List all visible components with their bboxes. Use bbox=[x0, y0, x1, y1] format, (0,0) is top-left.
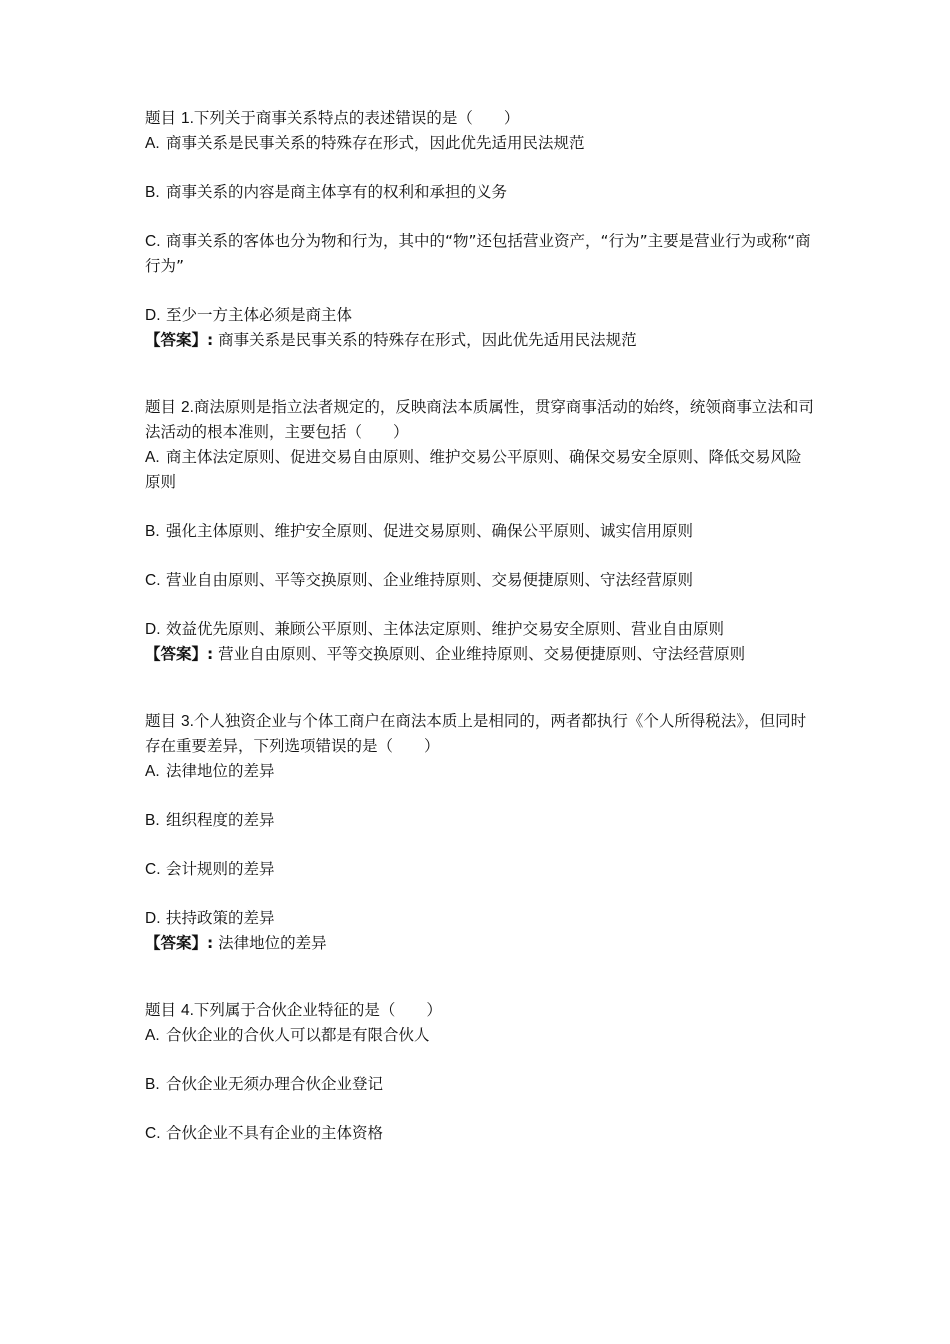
answer-label: 【答案】: bbox=[145, 331, 214, 349]
question-3 bbox=[145, 709, 815, 956]
answer-label: 【答案】: bbox=[145, 934, 214, 952]
question-text: 个人独资企业与个体工商户在商法本质上是相同的，两者都执行《个人所得税法》，但同时存在重要差异，下列选项错误的是（ ） bbox=[145, 712, 807, 755]
option-a bbox=[145, 1023, 815, 1048]
answer-line bbox=[145, 931, 815, 956]
option-b bbox=[145, 519, 815, 544]
question-text: 下列关于商事关系特点的表述错误的是（ ） bbox=[193, 109, 520, 127]
answer-line bbox=[145, 328, 815, 353]
question-number: 4. bbox=[180, 1002, 194, 1019]
answer-text: 商事关系是民事关系的特殊存在形式，因此优先适用民法规范 bbox=[218, 331, 637, 349]
question-number: 1. bbox=[180, 110, 194, 127]
option-text: 法律地位的差异 bbox=[166, 762, 275, 780]
question-number: 3. bbox=[180, 713, 194, 730]
option-a bbox=[145, 759, 815, 784]
document-page bbox=[145, 106, 815, 1188]
question-prefix: 题目 bbox=[145, 398, 177, 416]
option-letter: B. bbox=[145, 1076, 160, 1093]
option-letter: A. bbox=[145, 135, 160, 152]
answer-text: 法律地位的差异 bbox=[218, 934, 327, 952]
question-prefix: 题目 bbox=[145, 109, 177, 127]
question-2 bbox=[145, 395, 815, 667]
answer-label: 【答案】: bbox=[145, 645, 214, 663]
option-c bbox=[145, 229, 815, 279]
question-4 bbox=[145, 998, 815, 1146]
option-c bbox=[145, 568, 815, 593]
option-letter: D. bbox=[145, 910, 161, 927]
option-b bbox=[145, 808, 815, 833]
option-d bbox=[145, 617, 815, 642]
option-letter: A. bbox=[145, 449, 160, 466]
option-d bbox=[145, 906, 815, 931]
option-letter: D. bbox=[145, 307, 161, 324]
option-letter: D. bbox=[145, 621, 161, 638]
question-prefix: 题目 bbox=[145, 712, 177, 730]
question-number: 2. bbox=[180, 399, 194, 416]
question-text: 商法原则是指立法者规定的，反映商法本质属性，贯穿商事活动的始终，统领商事立法和司法活动的根本准则，主要包括（ ） bbox=[145, 398, 814, 441]
question-stem bbox=[145, 395, 815, 445]
option-letter: B. bbox=[145, 184, 160, 201]
question-stem bbox=[145, 998, 815, 1023]
option-b bbox=[145, 1072, 815, 1097]
option-text: 商主体法定原则、促进交易自由原则、维护交易公平原则、确保交易安全原则、降低交易风险原则 bbox=[145, 448, 802, 491]
option-a bbox=[145, 445, 815, 495]
question-stem bbox=[145, 709, 815, 759]
option-letter: C. bbox=[145, 572, 161, 589]
option-text: 商事关系的客体也分为物和行为，其中的“物”还包括营业资产，“行为”主要是营业行为或称“商行为” bbox=[145, 232, 811, 275]
option-text: 会计规则的差异 bbox=[166, 860, 275, 878]
option-text: 至少一方主体必须是商主体 bbox=[166, 306, 353, 324]
option-text: 效益优先原则、兼顾公平原则、主体法定原则、维护交易安全原则、营业自由原则 bbox=[166, 620, 725, 638]
question-stem bbox=[145, 106, 815, 131]
option-text: 营业自由原则、平等交换原则、企业维持原则、交易便捷原则、守法经营原则 bbox=[166, 571, 694, 589]
option-text: 合伙企业的合伙人可以都是有限合伙人 bbox=[166, 1026, 430, 1044]
option-text: 合伙企业不具有企业的主体资格 bbox=[166, 1124, 384, 1142]
option-letter: B. bbox=[145, 523, 160, 540]
question-1 bbox=[145, 106, 815, 353]
answer-text: 营业自由原则、平等交换原则、企业维持原则、交易便捷原则、守法经营原则 bbox=[218, 645, 746, 663]
option-letter: B. bbox=[145, 812, 160, 829]
option-c bbox=[145, 857, 815, 882]
option-c bbox=[145, 1121, 815, 1146]
option-b bbox=[145, 180, 815, 205]
option-text: 商事关系是民事关系的特殊存在形式，因此优先适用民法规范 bbox=[166, 134, 585, 152]
question-prefix: 题目 bbox=[145, 1001, 177, 1019]
option-text: 合伙企业无须办理合伙企业登记 bbox=[166, 1075, 384, 1093]
option-text: 商事关系的内容是商主体享有的权利和承担的义务 bbox=[166, 183, 508, 201]
option-letter: A. bbox=[145, 763, 160, 780]
option-d bbox=[145, 303, 815, 328]
option-letter: A. bbox=[145, 1027, 160, 1044]
answer-line bbox=[145, 642, 815, 667]
option-letter: C. bbox=[145, 233, 161, 250]
option-letter: C. bbox=[145, 861, 161, 878]
option-text: 强化主体原则、维护安全原则、促进交易原则、确保公平原则、诚实信用原则 bbox=[166, 522, 694, 540]
option-a bbox=[145, 131, 815, 156]
question-text: 下列属于合伙企业特征的是（ ） bbox=[193, 1001, 442, 1019]
option-letter: C. bbox=[145, 1125, 161, 1142]
option-text: 组织程度的差异 bbox=[166, 811, 275, 829]
option-text: 扶持政策的差异 bbox=[166, 909, 275, 927]
